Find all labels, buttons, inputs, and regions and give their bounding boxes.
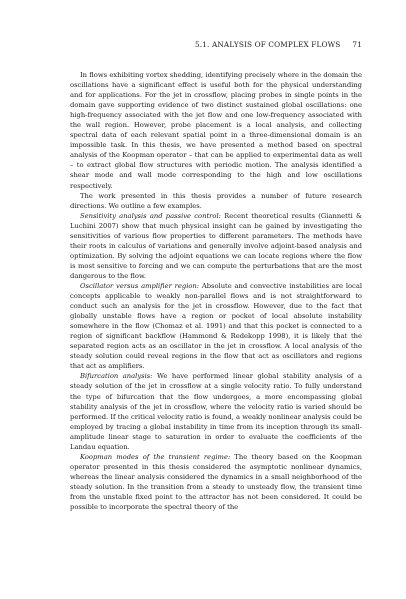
- paragraph-lead: Koopman modes of the transient regime:: [80, 452, 231, 461]
- paragraph-lead: Oscillator versus amplifier region:: [80, 281, 200, 290]
- section-title: 5.1. ANALYSIS OF COMPLEX FLOWS: [194, 40, 341, 49]
- page-number: 71: [352, 40, 362, 49]
- paragraph-lead: Sensitivity analysis and passive control:: [80, 211, 221, 220]
- paragraph-text: The work presented in this thesis provides a number of future research directions. We outline a few examples.: [70, 191, 362, 210]
- paragraph-vortex-shedding: [70, 70, 362, 191]
- paragraph-oscillator-amplifier: [70, 281, 362, 371]
- paragraph-text: The theory based on the Koopman operator presented in this thesis considered the asymptotic nonlinear dynamics, whereas the linear analysis considered the dynamics in a small neighborhood of the steady solution. In the transition from a steady to unsteady flow, the transient time from the unstable fixed point to the attractor has not been considered. It could be possible to incorporate the spectral theory of the: [70, 452, 362, 512]
- paragraph-lead: Bifurcation analysis:: [80, 372, 153, 381]
- paragraph-text: We have performed linear global stability analysis of a steady solution of the jet in crossflow at a single velocity ratio. To fully understand the type of bifurcation that the flow undergoes, a more encompassing global stability analysis of the jet in crossflow, where the velocity ratio is varied should be performed. If the critical velocity ratio is found, a weakly nonlinear analysis could be employed by tracing a global instability in time from its inception through its small-amplitude linear stage to saturation in order to evaluate the coefficients of the Landau equation.: [70, 372, 362, 451]
- body-text: [70, 70, 362, 512]
- page: [70, 40, 362, 512]
- paragraph-bifurcation-analysis: [70, 371, 362, 451]
- paragraph-sensitivity-analysis: [70, 211, 362, 281]
- paragraph-text: Absolute and convective instabilities are local concepts applicable to weakly non-parallel flows and is not straightforward to conduct such an analysis for the jet in crossflow. However, due to the fact that globally unstable flows have a region or pocket of local absolute instability somewhere in the flow (Chomaz et al. 1991) and that this pocket is connected to a region of significant backflow (Hammond & Redekopp 1998), it is likely that the separated region acts as an oscillator in the jet in crossflow. A local analysis of the steady solution could reveal regions in the flow that act as oscillators and regions that act as amplifiers.: [70, 281, 362, 371]
- paragraph-future-work: [70, 191, 362, 211]
- paragraph-text: In flows exhibiting vortex shedding, identifying precisely where in the domain the oscillations have a significant effect is useful both for the physical understanding and for applications. For the jet in crossflow, placing probes in single points in the domain gave supporting evidence of two distinct sustained global oscillations: one high-frequency associated with the jet flow and one low-frequency associated with the wall region. However, probe placement is a local analysis, and collecting spectral data of each relevant spatial point in a three-dimensional domain is an impossible task. In this thesis, we have presented a method based on spectral analysis of the Koopman operator – that can be applied to experimental data as well – to extract global flow structures with periodic motion. The analysis identified a shear mode and wall mode corresponding to the high and low oscillations respectively.: [70, 71, 362, 190]
- paragraph-text: Recent theoretical results (Giannetti & Luchini 2007) show that much physical insight can be gained by investigating the sensitivities of various flow properties to different parameters. The methods have their roots in calculus of variations and generally involve adjoint-based analysis and optimization. By solving the adjoint equations we can locate regions where the flow is most sensitive to forcing and we can compute the perturbations that are the most dangerous to the flow.: [70, 211, 362, 280]
- paragraph-koopman-transient: [70, 452, 362, 512]
- running-head: [70, 40, 362, 52]
